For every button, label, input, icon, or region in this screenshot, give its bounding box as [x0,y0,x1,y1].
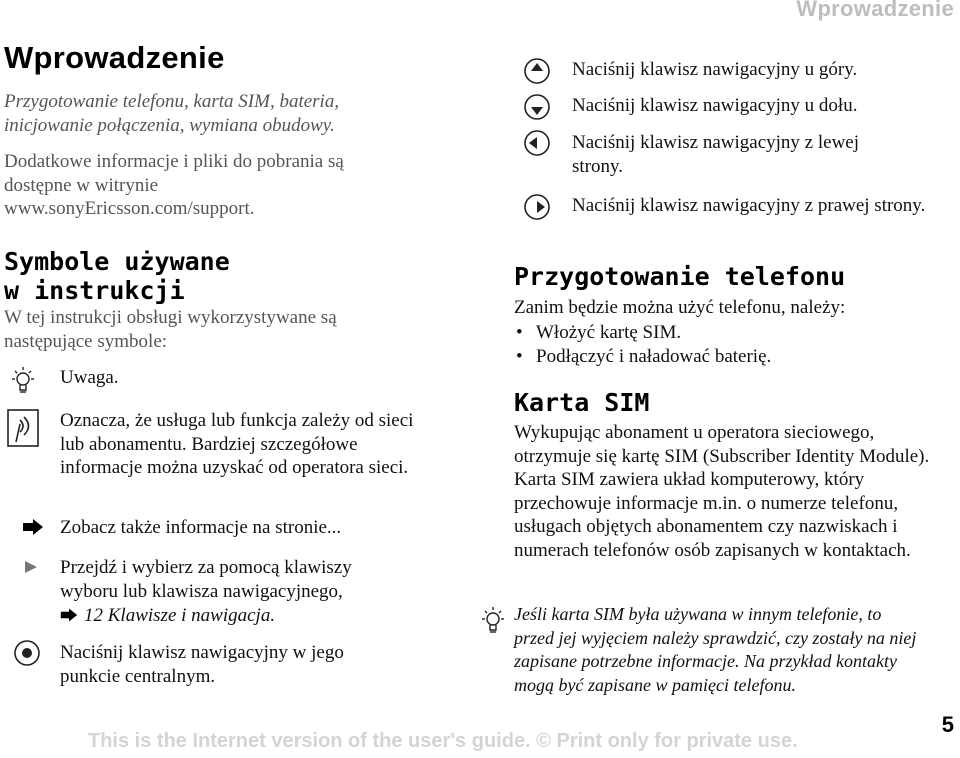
prep-heading: Przygotowanie telefonu [514,262,846,291]
intro-more: Dodatkowe informacje i pliki do pobrania są dostępne w witrynie www.sonyEricsson.com/support. [4,151,344,219]
list-item: • Włożyć kartę SIM. [514,321,771,345]
page-title: Wprowadzenie [4,40,225,75]
symbol-select-ref-text: 12 Klawisze i nawigacja. [84,605,276,626]
intro-italic: Przygotowanie telefonu, karta SIM, bateria, inicjowanie połączenia, wymiana obudowy. [4,91,340,136]
nav-up-icon [522,56,552,86]
list-item: • Podłączyć i naładować baterię. [514,345,771,369]
nav-right-text: Naciśnij klawisz nawigacyjny z prawej strony. [572,195,926,216]
see-also-arrow-icon [60,608,78,622]
symbol-nav-center-text: Naciśnij klawisz nawigacyjny w jego punkcie centralnym. [60,642,344,687]
select-triangle-icon [24,560,38,574]
see-also-arrow-icon [22,519,44,535]
nav-left-text: Naciśnij klawisz nawigacyjny z lewej strony. [572,132,860,177]
prep-list [514,321,771,368]
sim-description: Wykupując abonament u operatora sieciowego, otrzymuje się kartę SIM (Subscriber Identity Module). Karta SIM zawiera układ komputerowy, który przechowuje informacje m.in. o numerze telefonu, usługach objętych abonamentem czy nazwiskach i numerach telefonów osób zapisanych w kontaktach. [514,422,930,561]
symbol-note-text: Uwaga. [60,367,119,388]
nav-down-text: Naciśnij klawisz nawigacyjny u dołu. [572,95,858,116]
network-service-icon [6,408,40,448]
symbol-see-also-text: Zobacz także informacje na stronie... [60,517,342,538]
nav-right-icon [522,192,552,222]
footer-disclaimer: This is the Internet version of the user's guide. © Print only for private use. [88,730,798,752]
symbols-heading-line1: Symbole używane [4,247,230,276]
symbols-description: W tej instrukcji obsługi wykorzystywane są następujące symbole: [4,307,337,352]
symbol-select-text: Przejdź i wybierz za pomocą klawiszy wyboru lub klawisza nawigacyjnego, [60,557,352,602]
page-number: 5 [941,712,954,737]
prep-description: Zanim będzie można użyć telefonu, należy: [514,297,846,318]
symbol-select-ref [60,604,275,628]
symbol-network-text: Oznacza, że usługa lub funkcja zależy od sieci lub abonamentu. Bardziej szczegółowe informacje można uzyskać od operatora sieci. [60,410,414,478]
nav-left-icon [522,128,552,158]
section-header: Wprowadzenie [796,0,954,21]
sim-heading: Karta SIM [514,388,650,417]
symbols-heading-line2: w instrukcji [4,276,185,305]
lightbulb-icon [478,604,508,638]
sim-note: Jeśli karta SIM była używana w innym telefonie, to przed jej wyjęciem należy sprawdzić, czy zostały na niej zapisane potrzebne informacje. Na przykład kontakty mogą być zapisane w pamięci telefonu. [514,604,917,695]
nav-down-icon [522,92,552,122]
nav-center-icon [12,638,42,668]
lightbulb-icon [8,364,38,398]
nav-up-text: Naciśnij klawisz nawigacyjny u góry. [572,59,858,80]
